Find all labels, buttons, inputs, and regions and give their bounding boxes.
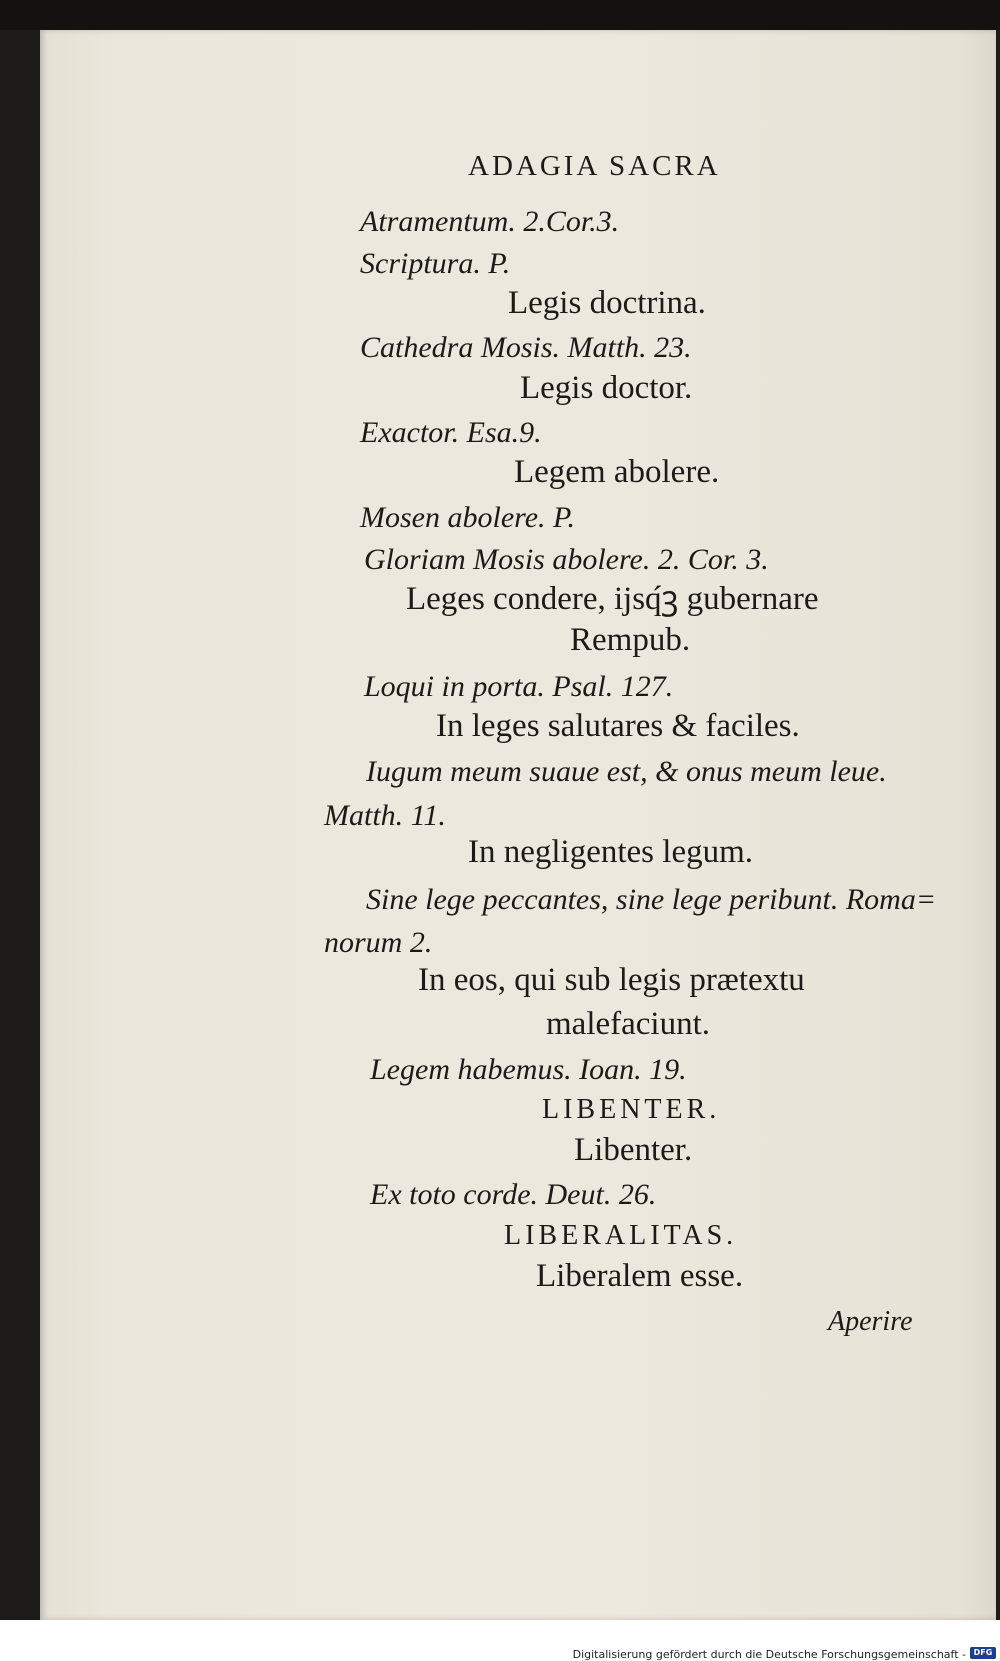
text-line-16: In negligentes legum. [468, 834, 754, 870]
text-line-3: Legis doctrina. [508, 285, 706, 321]
text-line-14: Iugum meum suaue est, & onus meum leue. [366, 755, 887, 788]
text-line-2: Scriptura. P. [360, 247, 511, 280]
text-line-26: Liberalem esse. [536, 1258, 744, 1294]
text-line-15: Matth. 11. [324, 799, 446, 832]
section-heading-libenter: LIBENTER. [542, 1094, 721, 1125]
text-line-10: Leges condere, ĳsq́ꝫ gubernare [406, 581, 819, 617]
text-line-21: Legem habemus. Ioan. 19. [370, 1053, 687, 1086]
text-line-4: Cathedra Mosis. Matth. 23. [360, 331, 692, 364]
text-line-7: Legem abolere. [514, 454, 720, 490]
text-line-23: Libenter. [574, 1132, 693, 1168]
text-line-1: Atramentum. 2.Cor.3. [360, 205, 620, 238]
book-page [40, 30, 996, 1620]
text-line-18: norum 2. [324, 926, 433, 959]
dfg-logo: DFG [970, 1647, 996, 1659]
running-head: ADAGIA SACRA [468, 150, 721, 182]
top-border [0, 0, 1000, 30]
text-line-24: Ex toto corde. Deut. 26. [370, 1178, 657, 1211]
text-line-8: Mosen abolere. P. [360, 501, 575, 534]
text-line-5: Legis doctor. [520, 370, 693, 406]
digitization-credit: Digitalisierung gefördert durch die Deutsche Forschungsgemeinschaft - [572, 1648, 966, 1661]
text-line-13: In leges salutares & faciles. [436, 708, 800, 744]
text-line-17: Sine lege peccantes, sine lege peribunt. Roma= [366, 883, 937, 916]
text-line-6: Exactor. Esa.9. [360, 416, 542, 449]
text-line-12: Loqui in porta. Psal. 127. [364, 670, 674, 703]
text-line-9: Gloriam Mosis abolere. 2. Cor. 3. [364, 543, 769, 576]
text-line-11: Rempub. [570, 622, 691, 658]
section-heading-liberalitas: LIBERALITAS. [504, 1220, 738, 1251]
catchword: Aperire [828, 1306, 913, 1337]
text-line-20: malefaciunt. [546, 1006, 711, 1042]
text-line-19: In eos, qui sub legis prætextu [418, 962, 805, 998]
